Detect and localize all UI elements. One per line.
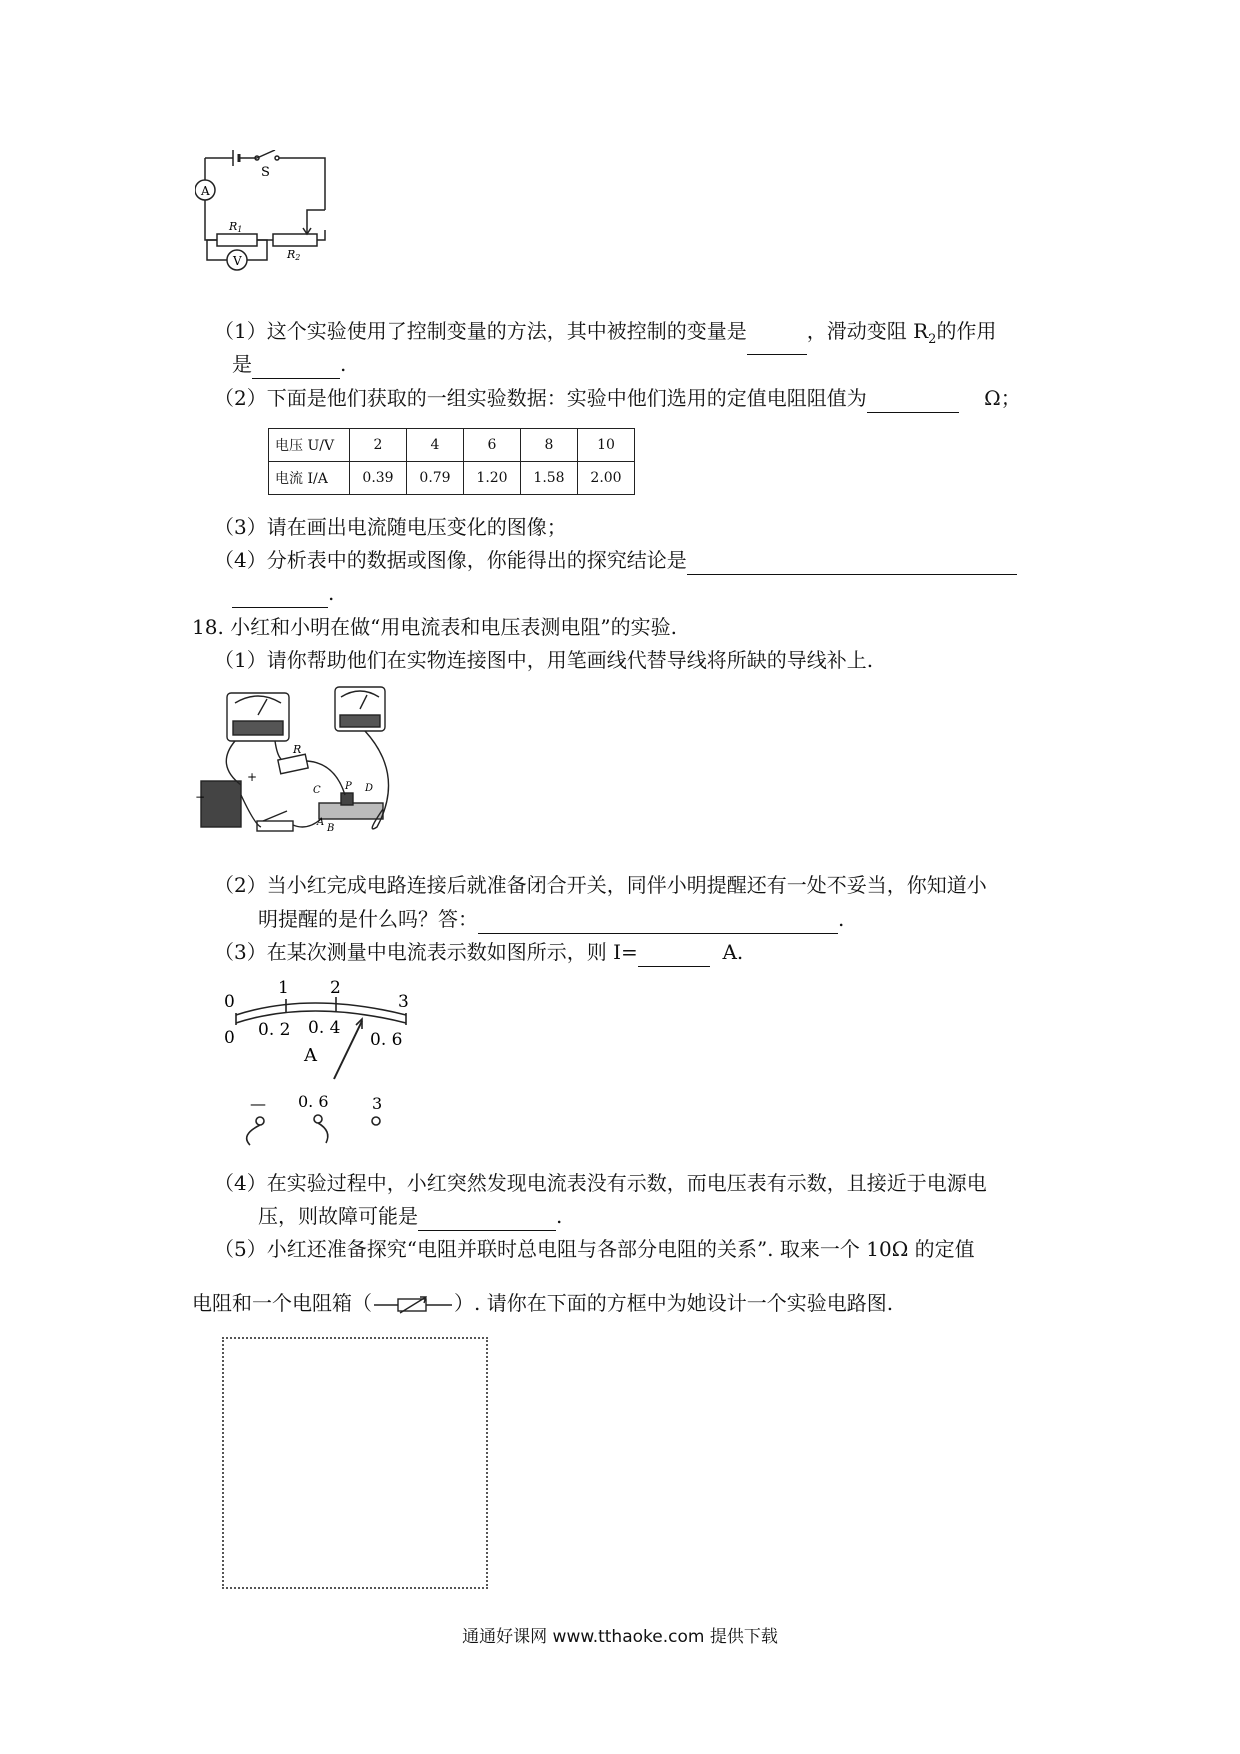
label-c: C bbox=[313, 785, 321, 796]
scale-upper-1: 1 bbox=[278, 978, 289, 998]
table-cell: 0.79 bbox=[407, 462, 464, 495]
q18-title: 18. 小红和小明在做“用电流表和电压表测电阻”的实验. bbox=[192, 615, 677, 639]
terminal-3: 3 bbox=[372, 1094, 383, 1113]
label-minus: − bbox=[195, 790, 206, 804]
apparatus-diagram bbox=[195, 685, 435, 860]
q18-answer-blank-2[interactable] bbox=[638, 944, 710, 967]
q17-part1-line1: （1）这个实验使用了控制变量的方法，其中被控制的变量是 ，滑动变阻 $R_2$的作用 bbox=[214, 316, 996, 355]
table-cell: 8 bbox=[521, 429, 578, 462]
table-cell: 1.20 bbox=[464, 462, 521, 495]
voltmeter-label: V bbox=[233, 254, 242, 268]
q17-answer-blank-1[interactable] bbox=[747, 332, 807, 355]
label-p: P bbox=[345, 781, 352, 792]
meter-unit: A bbox=[304, 1045, 317, 1066]
label-r: R bbox=[293, 743, 302, 756]
table-row-voltage bbox=[269, 429, 635, 462]
q18-answer-blank-3[interactable] bbox=[418, 1208, 556, 1231]
q17-part2: （2）下面是他们获取的一组实验数据：实验中他们选用的定值电阻阻值为 Ω； bbox=[214, 383, 1021, 413]
scale-lower-3: 0. 6 bbox=[370, 1030, 403, 1050]
q18-part2-line2: 明提醒的是什么吗？答： . bbox=[258, 904, 844, 934]
q18-answer-blank-1[interactable] bbox=[478, 911, 838, 934]
q17-part4-line2: . bbox=[232, 578, 334, 608]
label-b: B bbox=[327, 823, 335, 834]
label-plus: + bbox=[247, 770, 258, 784]
r1-label: R1 bbox=[229, 220, 243, 234]
label-a: A bbox=[317, 817, 325, 828]
table-cell: 2.00 bbox=[578, 462, 635, 495]
scale-upper-2: 2 bbox=[330, 978, 341, 998]
table-row-current bbox=[269, 462, 635, 495]
table-cell: 1.58 bbox=[521, 462, 578, 495]
circuit-diagram-1 bbox=[195, 150, 355, 305]
q18-part5-line2: 电阻和一个电阻箱（ ）. 请你在下面的方框中为她设计一个实验电路图. bbox=[192, 1291, 894, 1315]
q18-part4-line2: 压，则故障可能是 . bbox=[258, 1201, 562, 1231]
q17-answer-blank-5[interactable] bbox=[232, 585, 328, 608]
table-cell: 2 bbox=[350, 429, 407, 462]
scale-upper-0: 0 bbox=[224, 992, 235, 1012]
q17-answer-blank-2[interactable] bbox=[252, 356, 340, 379]
scale-upper-3: 3 bbox=[398, 992, 409, 1012]
q17-part4-line1: （4）分析表中的数据或图像，你能得出的探究结论是 bbox=[214, 545, 1017, 575]
terminal-minus: — bbox=[250, 1094, 266, 1113]
label-d: D bbox=[365, 783, 374, 794]
q18-part1: （1）请你帮助他们在实物连接图中，用笔画线代替导线将所缺的导线补上. bbox=[214, 648, 874, 672]
switch-label: S bbox=[261, 165, 270, 180]
r2-label: R2 bbox=[287, 248, 301, 262]
q18-part5-line1: （5）小红还准备探究“电阻并联时总电阻与各部分电阻的关系”. 取来一个 10Ω 的定值 bbox=[214, 1237, 975, 1261]
scale-lower-0: 0 bbox=[224, 1028, 235, 1048]
table-cell: 4 bbox=[407, 429, 464, 462]
page-footer: 通通好课网 www.tthaoke.com 提供下载 bbox=[462, 1627, 778, 1647]
q17-part1-line2: 是 . bbox=[232, 349, 346, 379]
q18-part4-line1: （4）在实验过程中，小红突然发现电流表没有示数，而电压表有示数，且接近于电源电 bbox=[214, 1171, 987, 1195]
ammeter-dial bbox=[220, 975, 420, 1150]
terminal-06: 0. 6 bbox=[298, 1092, 329, 1111]
q17-answer-blank-4[interactable] bbox=[687, 552, 1017, 575]
table-cell: 10 bbox=[578, 429, 635, 462]
scale-lower-1: 0. 2 bbox=[258, 1020, 291, 1040]
ammeter-label: A bbox=[201, 184, 210, 198]
q18-part2-line1: （2）当小红完成电路连接后就准备闭合开关，同伴小明提醒还有一处不妥当，你知道小 bbox=[214, 873, 987, 897]
q17-data-table bbox=[268, 428, 635, 495]
q18-part3: （3）在某次测量中电流表示数如图所示，则 I= A. bbox=[214, 937, 743, 967]
scale-lower-2: 0. 4 bbox=[308, 1018, 341, 1038]
table-cell: 6 bbox=[464, 429, 521, 462]
circuit-design-answer-box[interactable] bbox=[222, 1337, 488, 1589]
q17-answer-blank-3[interactable] bbox=[867, 390, 959, 413]
table-cell: 0.39 bbox=[350, 462, 407, 495]
table-header-current: 电流 I/A bbox=[269, 462, 350, 495]
q17-part3: （3）请在画出电流随电压变化的图像； bbox=[214, 515, 567, 539]
resistance-box-icon bbox=[372, 1295, 454, 1315]
table-header-voltage: 电压 U/V bbox=[269, 429, 350, 462]
